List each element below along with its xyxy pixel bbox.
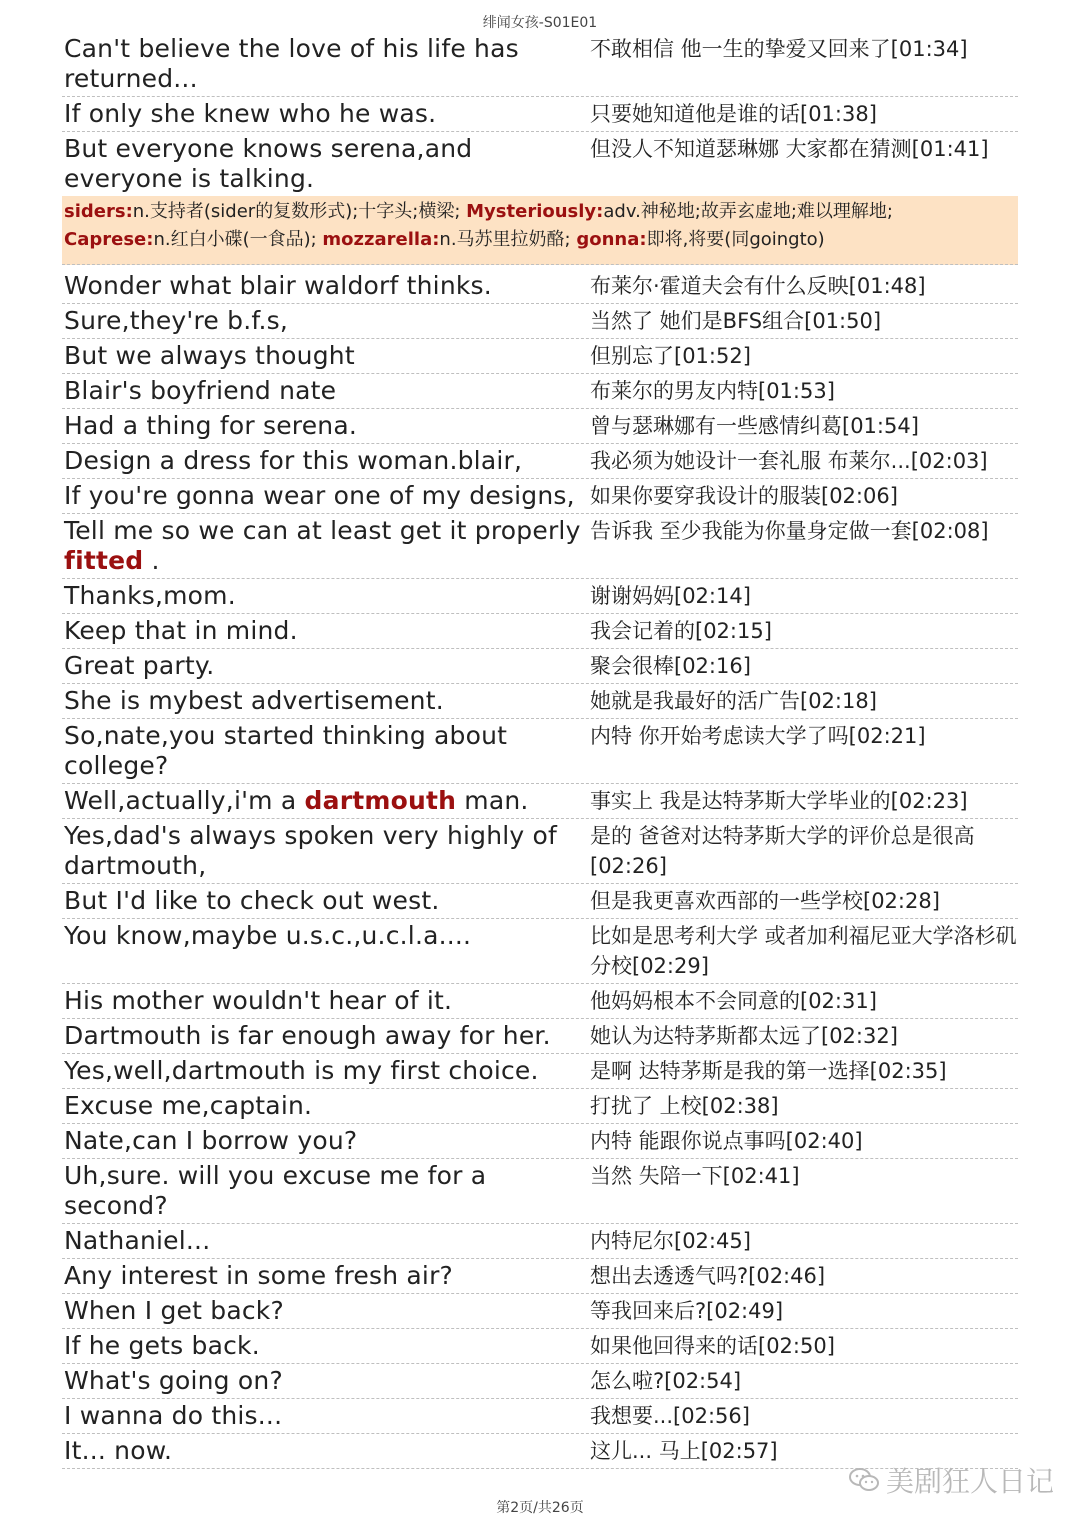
subtitle-row [62, 132, 1018, 196]
subtitle-row [62, 97, 1018, 132]
subtitle-row [62, 1364, 1018, 1399]
english-text: Tell me so we can at least get it properly [64, 516, 581, 545]
chinese-line: 她就是我最好的活广告[02:18] [590, 689, 877, 713]
english-text: . [143, 546, 160, 575]
vocab-definition: n.红白小碟(一食品); [153, 229, 323, 250]
english-line [62, 786, 590, 816]
subtitle-row [62, 614, 1018, 649]
page-number: 第2页/共26页 [496, 1500, 584, 1516]
chinese-line: 是啊 达特茅斯是我的第一选择[02:35] [590, 1059, 947, 1083]
subtitle-row [62, 304, 1018, 339]
vocab-definition: n.马苏里拉奶酪; [439, 229, 577, 250]
subtitle-row [62, 269, 1018, 304]
english-line: If only she knew who he was. [64, 99, 437, 128]
subtitle-row [62, 1399, 1018, 1434]
vocab-definition: 即将,将要(同goingto) [646, 229, 825, 250]
chinese-line: 怎么啦?[02:54] [590, 1369, 742, 1393]
subtitle-row [62, 1159, 1018, 1224]
english-line: Yes,well,dartmouth is my first choice. [64, 1056, 539, 1085]
subtitle-row [62, 1054, 1018, 1089]
chinese-line: 内特 你开始考虑读大学了吗[02:21] [590, 724, 926, 748]
english-line: Had a thing for serena. [64, 411, 358, 440]
chinese-line: 内特尼尔[02:45] [590, 1229, 751, 1253]
subtitle-row [62, 649, 1018, 684]
subtitle-row [62, 444, 1018, 479]
english-line: But I'd like to check out west. [64, 886, 440, 915]
chinese-line: 想出去透透气吗?[02:46] [590, 1264, 826, 1288]
english-line: Excuse me,captain. [64, 1091, 313, 1120]
subtitle-row [62, 919, 1018, 984]
chinese-line: 我想要...[02:56] [590, 1404, 750, 1428]
chinese-line: 布莱尔的男友内特[01:53] [590, 379, 835, 403]
subtitle-table [62, 32, 1018, 1469]
watermark [848, 1460, 1054, 1500]
english-line: What's going on? [64, 1366, 283, 1395]
chinese-line: 这儿... 马上[02:57] [590, 1439, 778, 1463]
vocab-definition: adv.神秘地;故弄玄虚地;难以理解地; [603, 201, 893, 222]
english-line: But everyone knows serena,and everyone is talking. [64, 134, 473, 193]
subtitle-row [62, 479, 1018, 514]
chinese-line: 但没人不知道瑟琳娜 大家都在猜测[01:41] [590, 137, 989, 161]
chinese-line: 当然了 她们是BFS组合[01:50] [590, 309, 882, 333]
highlighted-keyword: fitted [64, 546, 144, 575]
english-line: Can't believe the love of his life has returned... [64, 34, 519, 93]
english-line [62, 516, 590, 576]
english-line: Nate,can I borrow you? [64, 1126, 358, 1155]
chinese-line: 只要她知道他是谁的话[01:38] [590, 102, 877, 126]
english-line: Uh,sure. will you excuse me for a second? [64, 1161, 487, 1220]
english-line: Blair's boyfriend nate [64, 376, 337, 405]
subtitle-row [62, 374, 1018, 409]
english-line: When I get back? [64, 1296, 284, 1325]
subtitle-row [62, 1259, 1018, 1294]
english-line: His mother wouldn't hear of it. [64, 986, 453, 1015]
vocabulary-note [62, 196, 1018, 265]
chinese-line: 当然 失陪一下[02:41] [590, 1164, 800, 1188]
chinese-line: 曾与瑟琳娜有一些感情纠葛[01:54] [590, 414, 919, 438]
subtitle-row [62, 1224, 1018, 1259]
english-line: Thanks,mom. [64, 581, 236, 610]
chinese-line: 内特 能跟你说点事吗[02:40] [590, 1129, 863, 1153]
wechat-icon [848, 1467, 880, 1493]
subtitle-row [62, 684, 1018, 719]
english-line: Nathaniel... [64, 1226, 211, 1255]
vocab-definition: n.支持者(sider的复数形式);十字头;横梁; [132, 201, 467, 222]
chinese-line: 事实上 我是达特茅斯大学毕业的[02:23] [590, 789, 968, 813]
vocab-term: siders: [64, 201, 133, 222]
chinese-line: 谢谢妈妈[02:14] [590, 584, 751, 608]
english-line: I wanna do this... [64, 1401, 283, 1430]
chinese-line: 比如是思考利大学 或者加利福尼亚大学洛杉矶分校[02:29] [590, 924, 1017, 978]
chinese-line: 但别忘了[01:52] [590, 344, 751, 368]
chinese-line: 如果他回得来的话[02:50] [590, 1334, 835, 1358]
subtitle-row [62, 784, 1018, 819]
english-line: Dartmouth is far enough away for her. [64, 1021, 551, 1050]
chinese-line: 我必须为她设计一套礼服 布莱尔...[02:03] [590, 449, 988, 473]
chinese-line: 聚会很棒[02:16] [590, 654, 751, 678]
watermark-text: 美剧狂人日记 [886, 1465, 1055, 1498]
subtitle-row [62, 1294, 1018, 1329]
english-line: Great party. [64, 651, 215, 680]
chinese-line: 我会记着的[02:15] [590, 619, 772, 643]
subtitle-row [62, 1124, 1018, 1159]
english-line: Wonder what blair waldorf thinks. [64, 271, 492, 300]
english-line: She is mybest advertisement. [64, 686, 444, 715]
english-line: So,nate,you started thinking about college? [64, 721, 508, 780]
english-line: Design a dress for this woman.blair, [64, 446, 523, 475]
english-line: Yes,dad's always spoken very highly of dartmouth, [64, 821, 558, 880]
chinese-line: 布莱尔·霍道夫会有什么反映[01:48] [590, 274, 926, 298]
chinese-line: 等我回来后?[02:49] [590, 1299, 784, 1323]
english-line: It... now. [64, 1436, 173, 1465]
english-line: If he gets back. [64, 1331, 260, 1360]
vocab-term: Mysteriously: [466, 201, 604, 222]
subtitle-row [62, 984, 1018, 1019]
subtitle-row [62, 579, 1018, 614]
vocab-term: gonna: [576, 229, 647, 250]
subtitle-row [62, 719, 1018, 784]
english-line: But we always thought [64, 341, 355, 370]
chinese-line: 她认为达特茅斯都太远了[02:32] [590, 1024, 898, 1048]
english-line: Sure,they're b.f.s, [64, 306, 289, 335]
subtitle-row [62, 1329, 1018, 1364]
chinese-line: 他妈妈根本不会同意的[02:31] [590, 989, 877, 1013]
english-line: If you're gonna wear one of my designs, [64, 481, 575, 510]
subtitle-row [62, 819, 1018, 884]
subtitle-row [62, 1019, 1018, 1054]
english-text: Well,actually,i'm a [64, 786, 305, 815]
subtitle-row [62, 32, 1018, 97]
chinese-line: 是的 爸爸对达特茅斯大学的评价总是很高[02:26] [590, 824, 975, 878]
subtitle-row [62, 1089, 1018, 1124]
page-header: 绯闻女孩-S01E01 [482, 15, 598, 31]
english-line: Any interest in some fresh air? [64, 1261, 454, 1290]
highlighted-keyword: dartmouth [304, 786, 457, 815]
vocab-term: Caprese: [64, 229, 154, 250]
chinese-line: 告诉我 至少我能为你量身定做一套[02:08] [590, 519, 989, 543]
subtitle-row [62, 339, 1018, 374]
chinese-line: 打扰了 上校[02:38] [590, 1094, 779, 1118]
subtitle-row [62, 514, 1018, 579]
subtitle-row [62, 409, 1018, 444]
subtitle-row [62, 884, 1018, 919]
english-line: Keep that in mind. [64, 616, 298, 645]
vocab-term: mozzarella: [322, 229, 440, 250]
chinese-line: 如果你要穿我设计的服装[02:06] [590, 484, 898, 508]
chinese-line: 不敢相信 他一生的挚爱又回来了[01:34] [590, 37, 968, 61]
chinese-line: 但是我更喜欢西部的一些学校[02:28] [590, 889, 940, 913]
english-text: man. [456, 786, 529, 815]
english-line: You know,maybe u.s.c.,u.c.l.a.... [64, 921, 472, 950]
